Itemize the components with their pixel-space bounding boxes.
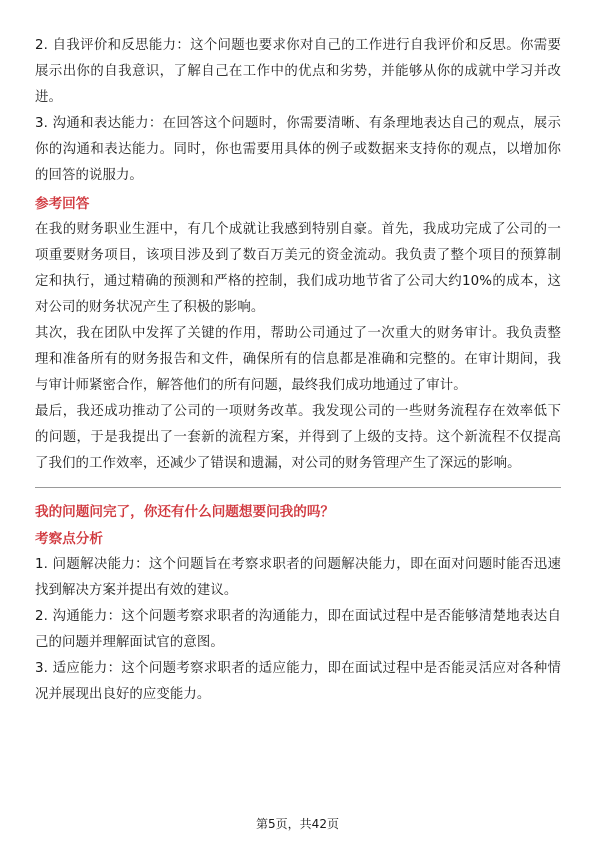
reference-answer-paragraph-2: 其次，我在团队中发挥了关键的作用，帮助公司通过了一次重大的财务审计。我负责整理和准备所有的财务报告和文件，确保所有的信息都是准确和完整的。在审计期间，我与审计师紧密合作，解答他们的所有问题，最终我们成功地通过了审计。 <box>35 326 561 393</box>
analysis-item-adaptability: 3. 适应能力：这个问题考察求职者的适应能力，即在面试过程中是否能灵活应对各种情况并展现出良好的应变能力。 <box>35 661 561 702</box>
analysis-item-communication: 2. 沟通能力：这个问题考察求职者的沟通能力，即在面试过程中是否能够清楚地表达自己的问题并理解面试官的意图。 <box>35 609 561 650</box>
interview-question: 我的问题问完了，你还有什么问题想要问我的吗？ <box>35 504 335 520</box>
reference-answer-paragraph-3: 最后，我还成功推动了公司的一项财务改革。我发现公司的一些财务流程存在效率低下的问题，于是我提出了一套新的流程方案，并得到了上级的支持。这个新流程不仅提高了我们的工作效率，还减少了错误和遗漏，对公司的财务管理产生了深远的影响。 <box>35 404 561 471</box>
page-content <box>35 33 561 708</box>
top-item-self-evaluation: 2. 自我评价和反思能力：这个问题也要求你对自己的工作进行自我评价和反思。你需要展示出你的自我意识，了解自己在工作中的优点和劣势，并能够从你的成就中学习并改进。 <box>35 38 561 105</box>
page-number-footer: 第5页，共42页 <box>256 817 339 831</box>
analysis-item-problem-solving: 1. 问题解决能力：这个问题旨在考察求职者的问题解决能力，即在面对问题时能否迅速找到解决方案并提出有效的建议。 <box>35 557 561 598</box>
section-divider <box>35 487 561 488</box>
top-item-communication: 3. 沟通和表达能力：在回答这个问题时，你需要清晰、有条理地表达自己的观点，展示你的沟通和表达能力。同时，你也需要用具体的例子或数据来支持你的观点，以增加你的回答的说服力。 <box>35 116 561 183</box>
reference-answer-heading: 参考回答 <box>35 196 90 212</box>
reference-answer-paragraph-1: 在我的财务职业生涯中，有几个成就让我感到特别自豪。首先，我成功完成了公司的一项重要财务项目，该项目涉及到了数百万美元的资金流动。我负责了整个项目的预算制定和执行，通过精确的预测和严格的控制，我们成功地节省了公司大约10%的成本，这对公司的财务状况产生了积极的影响。 <box>35 222 561 315</box>
analysis-heading: 考察点分析 <box>35 531 103 547</box>
